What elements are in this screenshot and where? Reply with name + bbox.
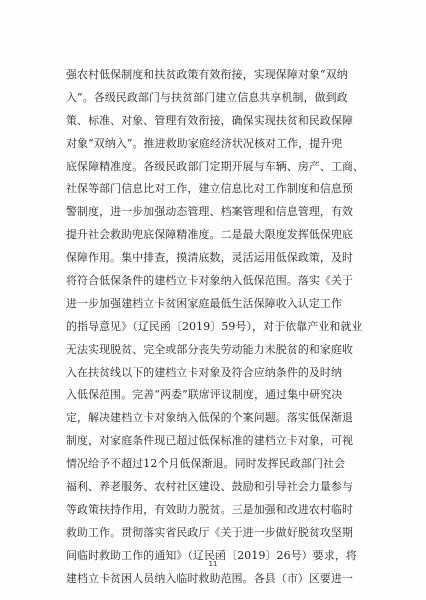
page-number: 11	[208, 560, 218, 568]
text-line: 将符合低保条件的建档立卡对象纳入低保范围。落实《关于	[66, 274, 354, 288]
text-line: 警制度，进一步加强动态管理、档案管理和信息管理，有效	[66, 205, 354, 219]
text-line: 强农村低保制度和扶贫政策有效衔接，实现保障对象“双纳	[66, 68, 348, 81]
text-line: 底保障精准度。各级民政部门定期开展与车辆、房产、工商、	[66, 159, 365, 173]
text-line: 制度，对家庭条件现已超过低保标准的建档立卡对象，可视	[66, 434, 354, 448]
text-line: 社保等部门信息比对工作，建立信息比对工作制度和信息预	[66, 182, 354, 196]
body-text	[66, 64, 366, 590]
text-line: 对象“双纳入”。推进救助家庭经济状况核对工作，提升兜	[66, 136, 343, 150]
text-line: 进一步加强建档立卡贫困家庭最低生活保障收入认定工作	[66, 296, 343, 310]
text-line: 入”。各级民政部门与扶贫部门建立信息共享机制，做到政	[66, 90, 348, 104]
text-line: 等政策扶持作用，有效助力脱贫。三是加强和改进农村临时	[66, 502, 354, 516]
text-line: 保障作用。集中排查，摸清底数，灵活运用低保政策，及时	[66, 251, 354, 265]
text-line: 建档立卡贫困人员纳入临时救助范围。各县（市）区要进一	[66, 571, 354, 585]
text-line: 福利、养老服务、农村社区建设、鼓励和引导社会力量参与	[66, 480, 354, 494]
text-line: 的指导意见》（辽民函〔2019〕59号），对于依靠产业和就业	[66, 319, 363, 333]
text-line: 无法实现脱贫、完全或部分丧失劳动能力未脱贫的和家庭收	[66, 342, 354, 356]
text-line: 入在扶贫线以下的建档立卡对象及符合应纳条件的及时纳	[66, 365, 343, 379]
text-line: 定，解决建档立卡对象纳入低保的个案问题。落实低保渐退	[66, 411, 354, 425]
text-line: 提升社会救助兜底保障精准度。二是最大限度发挥低保兜底	[66, 228, 354, 242]
text-line: 救助工作。贯彻落实省民政厅《关于进一步做好脱贫攻坚期	[66, 525, 354, 539]
text-line: 情况给予不超过12个月低保渐退。同时发挥民政部门社会	[66, 457, 346, 471]
text-line: 入低保范围。完善“两委”联席评议制度，通过集中研究决	[66, 388, 343, 402]
text-line: 间临时救助工作的通知》（辽民函〔2019〕26号）要求，将	[66, 548, 357, 562]
text-line: 策、标准、对象、管理有效衔接，确保实现扶贫和民政保障	[66, 113, 354, 127]
